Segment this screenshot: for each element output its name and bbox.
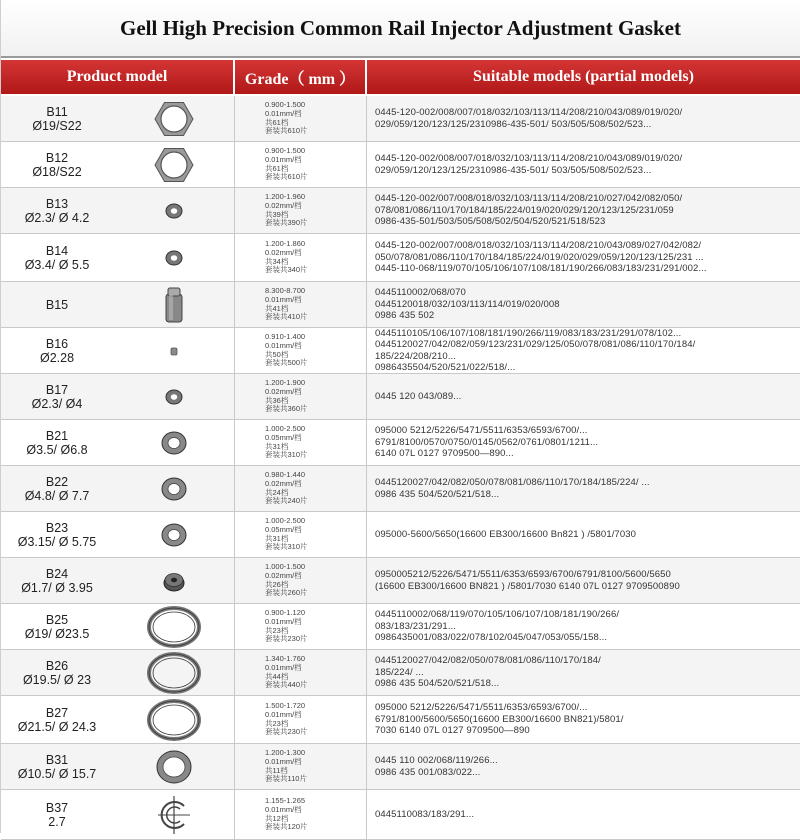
product-image-cell (113, 142, 235, 187)
model-code: B15 (45, 297, 69, 312)
grade-line: 共31档 (265, 441, 289, 451)
model-code: B23 (45, 520, 69, 535)
suitable-models-line: 0445 110 002/068/119/266... (375, 755, 498, 766)
table-row (1, 744, 800, 790)
suitable-models-cell (367, 604, 800, 649)
grade-line: 0.02mm/档 (265, 570, 302, 580)
grade-line: 共23档 (265, 625, 289, 635)
grade-line: 1.200-1.300 (265, 748, 306, 758)
small-washer-icon (144, 376, 204, 418)
grade-line: 共61档 (265, 117, 289, 127)
model-size: Ø2.28 (39, 350, 75, 365)
grade-line: 套装共340片 (265, 265, 308, 275)
grade-line: 共34档 (265, 256, 289, 266)
suitable-models-cell (367, 744, 800, 789)
grade-line: 共11档 (265, 765, 288, 775)
model-size: Ø1.7/ Ø 3.95 (21, 580, 93, 595)
suitable-models-line: 0986-435-501/503/505/508/502/504/520/521/518/523 (375, 216, 606, 228)
grade-cell (235, 744, 367, 789)
table-row (1, 696, 800, 744)
dark-washer-icon (144, 560, 204, 602)
model-code: B13 (45, 196, 69, 211)
grade-line: 0.01mm/档 (265, 804, 302, 814)
grade-line: 0.02mm/档 (265, 478, 302, 488)
suitable-models-line: 0445110002/068/070 (375, 287, 466, 299)
grade-cell (235, 420, 367, 465)
table-row (1, 96, 800, 142)
grade-line: 0.910-1.400 (265, 332, 306, 342)
grade-line: 共12档 (265, 813, 289, 823)
header-product-model: Product model (1, 60, 235, 94)
model-code: B24 (45, 566, 69, 581)
grade-line: 1.200-1.900 (265, 378, 306, 388)
grade-cell (235, 604, 367, 649)
cylinder-pin-icon (144, 284, 204, 326)
suitable-models-line: 0445120027/042/082/059/123/231/029/125/050/078/081/086/110/170/184/ (375, 339, 696, 350)
grade-cell (235, 558, 367, 603)
product-image-cell (113, 696, 235, 743)
model-size: Ø10.5/ Ø 15.7 (17, 766, 97, 781)
suitable-models-line: 0445 120 043/089... (375, 390, 462, 402)
model-code: B16 (45, 336, 69, 351)
grade-line: 1.000-2.500 (265, 424, 306, 434)
product-image-cell (113, 512, 235, 557)
grade-line: 0.01mm/档 (265, 662, 302, 672)
small-washer-icon (144, 190, 204, 232)
suitable-models-cell (367, 558, 800, 603)
grade-line: 1.155-1.265 (265, 796, 306, 806)
grade-line: 0.900-1.500 (265, 100, 306, 110)
suitable-models-line: 078/081/086/110/170/184/185/224/019/020/029/120/123/125/231/059 (375, 204, 674, 216)
model-size: Ø3.15/ Ø 5.75 (17, 534, 97, 549)
table-row (1, 650, 800, 696)
product-model-cell (1, 96, 113, 141)
suitable-models-line: 0445110105/106/107/108/181/190/266/119/083/183/231/291/078/102... (375, 327, 682, 339)
header-suitable-models: Suitable models (partial models) (473, 68, 694, 85)
grade-line: 共31档 (265, 533, 289, 543)
table-row (1, 374, 800, 420)
suitable-models-line: 095000 5212/5226/5471/5511/6353/6593/6700/... (375, 425, 588, 437)
grade-line: 共36档 (265, 395, 289, 405)
suitable-models-line: 0986435001/083/022/078/102/045/047/053/055/158... (375, 632, 608, 644)
suitable-models-line: 029/059/120/123/125/2310986-435-501/ 503/505/508/502/523... (375, 118, 652, 130)
model-size: Ø2.3/ Ø4 (31, 396, 83, 411)
suitable-models-cell (367, 96, 800, 141)
table-row (1, 234, 800, 282)
grade-cell (235, 466, 367, 511)
grade-line: 0.900-1.500 (265, 146, 306, 156)
model-size: 2.7 (48, 814, 66, 829)
table-row (1, 142, 800, 188)
suitable-models-line: 0950005212/5226/5471/5511/6353/6593/6700/6791/8100/5600/5650 (375, 569, 671, 580)
table-row (1, 466, 800, 512)
suitable-models-line: 0445110002/068/119/070/105/106/107/108/181/190/266/ (375, 609, 620, 621)
product-image-cell (113, 282, 235, 327)
product-model-cell (1, 512, 113, 557)
model-code: B22 (45, 474, 69, 489)
suitable-models-line: 0986435504/520/521/022/518/... (375, 362, 516, 373)
suitable-models-cell (367, 374, 800, 419)
grade-line: 套装共440片 (265, 680, 308, 690)
product-image-cell (113, 374, 235, 419)
grade-line: 套装共260片 (265, 588, 308, 598)
product-image-cell (113, 604, 235, 649)
grade-line: 共39档 (265, 209, 289, 219)
grade-line: 0.01mm/档 (265, 340, 302, 350)
grade-cell (235, 512, 367, 557)
grade-line: 共24档 (265, 487, 289, 497)
suitable-models-line: 0986 435 504/520/521/518... (375, 488, 500, 500)
grade-line: 套装共310片 (265, 450, 308, 460)
suitable-models-cell (367, 466, 800, 511)
grade-line: 0.01mm/档 (265, 154, 302, 164)
grade-line: 0.01mm/档 (265, 616, 302, 626)
header-grade: Grade（ mm ） (235, 60, 367, 94)
ring-washer-icon (144, 468, 204, 510)
model-code: B17 (45, 382, 69, 397)
suitable-models-cell (367, 696, 800, 743)
model-code: B27 (45, 705, 69, 720)
suitable-models-line: 6791/8100/5600/5650(16600 EB300/16600 BN821)/5801/ (375, 713, 624, 725)
medium-ring-icon (144, 746, 204, 788)
product-model-cell (1, 790, 113, 839)
suitable-models-line: 029/059/120/123/125/2310986-435-501/ 503/505/508/502/523... (375, 164, 652, 176)
model-size: Ø19/ Ø23.5 (24, 626, 90, 641)
model-size: Ø4.8/ Ø 7.7 (24, 488, 90, 503)
table-row (1, 512, 800, 558)
suitable-models-line: 185/224/208/210... (375, 350, 457, 362)
product-model-cell (1, 188, 113, 233)
suitable-models-line: 0445120027/042/082/050/078/081/086/110/170/184/185/224/ ... (375, 477, 650, 488)
product-image-cell (113, 744, 235, 789)
grade-line: 1.000-1.500 (265, 562, 306, 572)
grade-line: 0.01mm/档 (265, 108, 302, 118)
suitable-models-line: 0986 435 001/083/022... (375, 766, 481, 778)
model-code: B37 (45, 800, 69, 815)
page-title: Gell High Precision Common Rail Injector Adjustment Gasket (1, 0, 800, 58)
grade-cell (235, 374, 367, 419)
table-row (1, 604, 800, 650)
model-size: Ø19.5/ Ø 23 (22, 672, 92, 687)
suitable-models-line: 050/078/081/086/110/170/184/185/224/019/020/029/059/120/123/125/231 ... (375, 251, 704, 263)
grade-line: 套装共500片 (265, 358, 308, 368)
model-code: B11 (46, 104, 68, 119)
model-code: B31 (45, 752, 69, 767)
suitable-models-line: 095000-5600/5650(16600 EB300/16600 Bn821 ) /5801/7030 (375, 528, 636, 540)
suitable-models-line: 0445120027/042/082/050/078/081/086/110/170/184/ (375, 655, 601, 667)
grade-line: 共61档 (265, 163, 289, 173)
suitable-models-line: 0986 435 502 (375, 310, 435, 322)
grade-line: 0.980-1.440 (265, 470, 306, 480)
suitable-models-cell (367, 650, 800, 695)
suitable-models-line: 0445120018/032/103/113/114/019/020/008 (375, 298, 560, 310)
suitable-models-cell (367, 512, 800, 557)
product-model-cell (1, 558, 113, 603)
large-ring-icon (144, 606, 204, 648)
grade-cell (235, 234, 367, 281)
product-model-cell (1, 696, 113, 743)
product-image-cell (113, 188, 235, 233)
grade-line: 0.01mm/档 (265, 756, 302, 766)
table-row (1, 282, 800, 328)
product-image-cell (113, 328, 235, 373)
suitable-models-line: 7030 6140 07L 0127 9709500—890 (375, 725, 530, 737)
product-model-cell (1, 420, 113, 465)
product-image-cell (113, 234, 235, 281)
product-model-cell (1, 374, 113, 419)
grade-line: 0.02mm/档 (265, 247, 302, 257)
grade-cell (235, 328, 367, 373)
product-model-cell (1, 604, 113, 649)
grade-line: 套装共230片 (265, 727, 308, 737)
suitable-models-cell (367, 328, 800, 373)
model-size: Ø18/S22 (32, 164, 82, 179)
small-washer-icon (144, 237, 204, 279)
grade-line: 0.01mm/档 (265, 294, 302, 304)
model-code: B14 (45, 243, 69, 258)
suitable-models-line: (16600 EB300/16600 BN821 ) /5801/7030 6140 07L 0127 9709500890 (375, 580, 680, 592)
grade-line: 1.200-1.960 (265, 192, 306, 202)
suitable-models-line: 0445-120-002/008/007/018/032/103/113/114/208/210/043/089/019/020/ (375, 153, 683, 164)
grade-line: 1.340-1.760 (265, 654, 306, 664)
grade-cell (235, 790, 367, 839)
grade-cell (235, 650, 367, 695)
hex-nut-icon (144, 98, 204, 140)
grade-line: 共41档 (265, 303, 289, 313)
grade-cell (235, 282, 367, 327)
grade-line: 套装共110片 (265, 774, 307, 784)
grade-line: 套装共360片 (265, 404, 308, 414)
model-code: B26 (45, 658, 69, 673)
product-model-cell (1, 142, 113, 187)
grade-line: 0.900-1.120 (265, 608, 306, 618)
table-row (1, 188, 800, 234)
product-model-cell (1, 234, 113, 281)
hex-nut-icon (144, 144, 204, 186)
grade-line: 套装共240片 (265, 496, 308, 506)
table-row (1, 420, 800, 466)
grade-line: 套装共230片 (265, 634, 308, 644)
product-image-cell (113, 420, 235, 465)
grade-line: 0.01mm/档 (265, 709, 302, 719)
model-code: B25 (45, 612, 69, 627)
suitable-models-line: 0445-120-002/007/008/018/032/103/113/114/208/210/027/042/082/050/ (375, 193, 683, 205)
suitable-models-line: 095000 5212/5226/5471/5511/6353/6593/6700/... (375, 702, 588, 714)
grade-cell (235, 696, 367, 743)
table-row (1, 558, 800, 604)
grade-line: 共50档 (265, 349, 289, 359)
product-image-cell (113, 466, 235, 511)
model-code: B12 (45, 150, 69, 165)
product-model-cell (1, 466, 113, 511)
grade-line: 套装共610片 (265, 172, 308, 182)
suitable-models-line: 0986 435 504/520/521/518... (375, 678, 500, 690)
product-model-cell (1, 744, 113, 789)
product-image-cell (113, 790, 235, 839)
large-ring-icon (144, 652, 204, 694)
suitable-models-line: 0445110083/183/291... (375, 808, 475, 820)
suitable-models-cell (367, 188, 800, 233)
suitable-models-line: 0445-120-002/008/007/018/032/103/113/114/208/210/043/089/019/020/ (375, 107, 683, 118)
tiny-dot-icon (144, 330, 204, 372)
large-ring-icon (144, 699, 204, 741)
grade-line: 0.02mm/档 (265, 200, 302, 210)
grade-line: 套装共310片 (265, 542, 308, 552)
suitable-models-line: 083/183/231/291... (375, 620, 457, 632)
grade-line: 8.300-8.700 (265, 286, 306, 296)
grade-cell (235, 188, 367, 233)
grade-line: 共23档 (265, 718, 289, 728)
grade-line: 0.05mm/档 (265, 524, 302, 534)
table-body (1, 96, 800, 840)
suitable-models-line: 185/224/ ... (375, 666, 424, 678)
product-model-cell (1, 282, 113, 327)
grade-line: 1.200-1.860 (265, 239, 306, 249)
grade-line: 套装共610片 (265, 126, 308, 136)
ring-washer-icon (144, 514, 204, 556)
suitable-models-cell (367, 282, 800, 327)
suitable-models-cell (367, 234, 800, 281)
product-image-cell (113, 650, 235, 695)
suitable-models-cell (367, 142, 800, 187)
model-size: Ø21.5/ Ø 24.3 (17, 719, 97, 734)
ring-washer-icon (144, 422, 204, 464)
grade-line: 0.05mm/档 (265, 432, 302, 442)
product-image-cell (113, 96, 235, 141)
model-size: Ø3.5/ Ø6.8 (26, 442, 88, 457)
suitable-models-line: 6140 07L 0127 9709500—890... (375, 448, 514, 460)
grade-line: 共44档 (265, 671, 289, 681)
suitable-models-line: 0445-110-068/119/070/105/106/107/108/181/190/266/083/183/231/291/002... (375, 263, 707, 275)
grade-cell (235, 96, 367, 141)
grade-line: 1.500-1.720 (265, 701, 306, 711)
grade-line: 套装共410片 (265, 312, 308, 322)
product-image-cell (113, 558, 235, 603)
model-size: Ø2.3/ Ø 4.2 (24, 210, 90, 225)
grade-line: 1.000-2.500 (265, 516, 306, 526)
model-size: Ø3.4/ Ø 5.5 (24, 257, 90, 272)
suitable-models-line: 0445-120-002/007/008/018/032/103/113/114/208/210/043/089/027/042/082/ (375, 240, 702, 252)
product-model-cell (1, 650, 113, 695)
table-row (1, 328, 800, 374)
grade-line: 共26档 (265, 579, 289, 589)
suitable-models-line: 6791/8100/0570/0750/0145/0562/0761/0801/1211... (375, 436, 599, 448)
suitable-models-cell (367, 420, 800, 465)
model-code: B21 (45, 428, 69, 443)
product-model-cell (1, 328, 113, 373)
grade-line: 套装共390片 (265, 218, 308, 228)
table-header (1, 58, 800, 96)
grade-line: 0.02mm/档 (265, 386, 302, 396)
suitable-models-cell (367, 790, 800, 839)
c-clip-icon (144, 794, 204, 836)
model-size: Ø19/S22 (32, 118, 82, 133)
grade-cell (235, 142, 367, 187)
grade-line: 套装共120片 (265, 822, 308, 832)
